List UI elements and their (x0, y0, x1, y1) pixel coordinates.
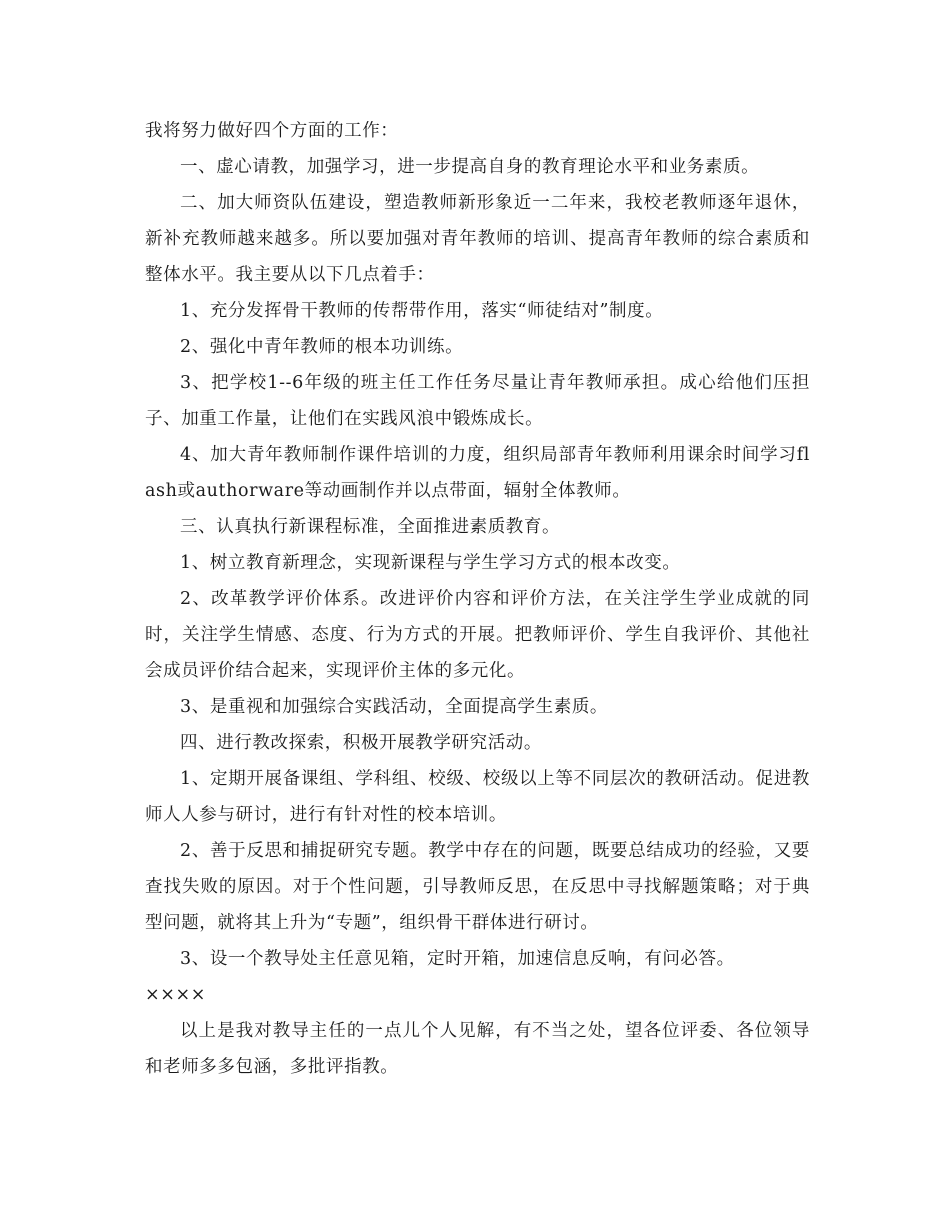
paragraph-item-4-3: 3、设一个教导处主任意见箱，定时开箱，加速信息反响，有问必答。 (180, 949, 735, 969)
paragraph-placeholder-marks: ×××× (145, 985, 207, 1005)
paragraph-item-2-1: 1、充分发挥骨干教师的传帮带作用，落实“师徒结对”制度。 (180, 301, 664, 321)
paragraph-section-2: 二、加大师资队伍建设，塑造教师新形象近一二年来，我校老教师逐年退休，新补充教师越来越多。所以要加强对青年教师的培训、提高青年教师的综合素质和整体水平。我主要从以下几点着手： (145, 193, 810, 285)
paragraph-item-3-2: 2、改革教学评价体系。改进评价内容和评价方法，在关注学生学业成就的同时，关注学生情感、态度、行为方式的开展。把教师评价、学生自我评价、其他社会成员评价结合起来，实现评价主体的多元化。 (145, 589, 810, 681)
paragraph-item-2-2: 2、强化中青年教师的根本功训练。 (180, 337, 464, 357)
paragraph-section-1: 一、虚心请教，加强学习，进一步提高自身的教育理论水平和业务素质。 (180, 157, 760, 177)
paragraph-section-3: 三、认真执行新课程标准，全面推进素质教育。 (180, 517, 561, 537)
paragraph-item-4-1: 1、定期开展备课组、学科组、校级、校级以上等不同层次的教研活动。促进教师人人参与研讨，进行有针对性的校本培训。 (145, 769, 810, 825)
paragraph-item-4-2: 2、善于反思和捕捉研究专题。教学中存在的问题，既要总结成功的经验，又要查找失败的原因。对于个性问题，引导教师反思，在反思中寻找解题策略；对于典型问题，就将其上升为“专题”，组织骨干群体进行研讨。 (145, 841, 810, 933)
paragraph-item-3-1: 1、树立教育新理念，实现新课程与学生学习方式的根本改变。 (180, 553, 681, 573)
paragraph-item-2-4: 4、加大青年教师制作课件培训的力度，组织局部青年教师利用课余时间学习flash或authorware等动画制作并以点带面，辐射全体教师。 (145, 445, 810, 501)
paragraph-intro: 我将努力做好四个方面的工作： (145, 121, 399, 141)
paragraph-item-2-3: 3、把学校1--6年级的班主任工作任务尽量让青年教师承担。成心给他们压担子、加重工作量，让他们在实践风浪中锻炼成长。 (145, 373, 810, 429)
document-body (145, 113, 810, 1085)
paragraph-section-4: 四、进行教改探索，积极开展教学研究活动。 (180, 733, 542, 753)
paragraph-closing: 以上是我对教导主任的一点儿个人见解，有不当之处，望各位评委、各位领导和老师多多包涵，多批评指教。 (145, 1021, 810, 1077)
paragraph-item-3-3: 3、是重视和加强综合实践活动，全面提高学生素质。 (180, 697, 609, 717)
